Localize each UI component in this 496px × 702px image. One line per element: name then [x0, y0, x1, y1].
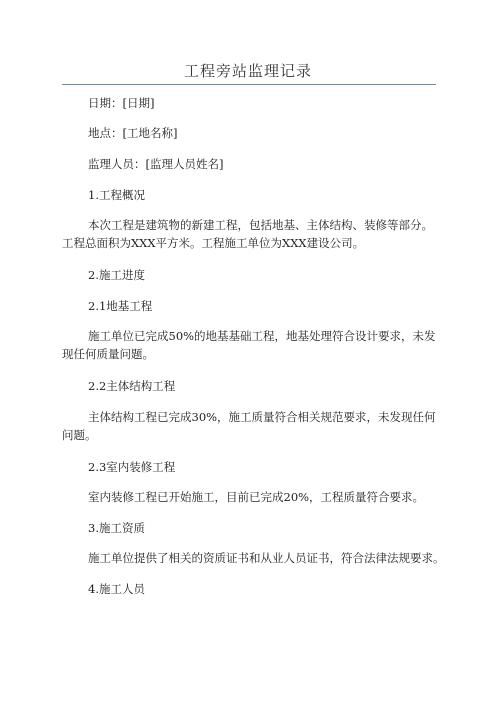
- section-2-1-line-2: 现任何质量问题。: [62, 347, 154, 361]
- section-2-1-heading: 2.1地基工程: [88, 299, 153, 313]
- section-1-heading: 1.工程概况: [88, 188, 145, 202]
- section-2-2-heading: 2.2主体结构工程: [88, 379, 176, 393]
- date-field: 日期：[日期]: [88, 96, 155, 110]
- section-3-heading: 3.施工资质: [88, 521, 145, 535]
- section-4-heading: 4.施工人员: [88, 582, 145, 596]
- location-field: 地点：[工地名称]: [88, 126, 178, 140]
- section-2-1-line-1: 施工单位已完成50%的地基基础工程，地基处理符合设计要求，未发: [88, 329, 436, 343]
- section-2-2-line-2: 问题。: [62, 428, 97, 442]
- section-1-paragraph-line-1: 本次工程是建筑物的新建工程，包括地基、主体结构、装修等部分。: [88, 218, 433, 232]
- section-2-3-heading: 2.3室内装修工程: [88, 460, 176, 474]
- document-title: 工程旁站监理记录: [183, 62, 312, 80]
- section-2-heading: 2.施工进度: [88, 268, 145, 282]
- section-1-paragraph-line-2: 工程总面积为XXX平方米。工程施工单位为XXX建设公司。: [62, 236, 365, 250]
- title-underline: [62, 84, 436, 85]
- section-2-2-line-1: 主体结构工程已完成30%，施工质量符合相关规范要求，未发现任何: [88, 410, 436, 424]
- section-3-line-1: 施工单位提供了相关的资质证书和从业人员证书，符合法律法规要求。: [88, 551, 445, 565]
- section-2-3-line-1: 室内装修工程已开始施工，目前已完成20%，工程质量符合要求。: [88, 490, 425, 504]
- supervisor-field: 监理人员：[监理人员姓名]: [88, 157, 224, 171]
